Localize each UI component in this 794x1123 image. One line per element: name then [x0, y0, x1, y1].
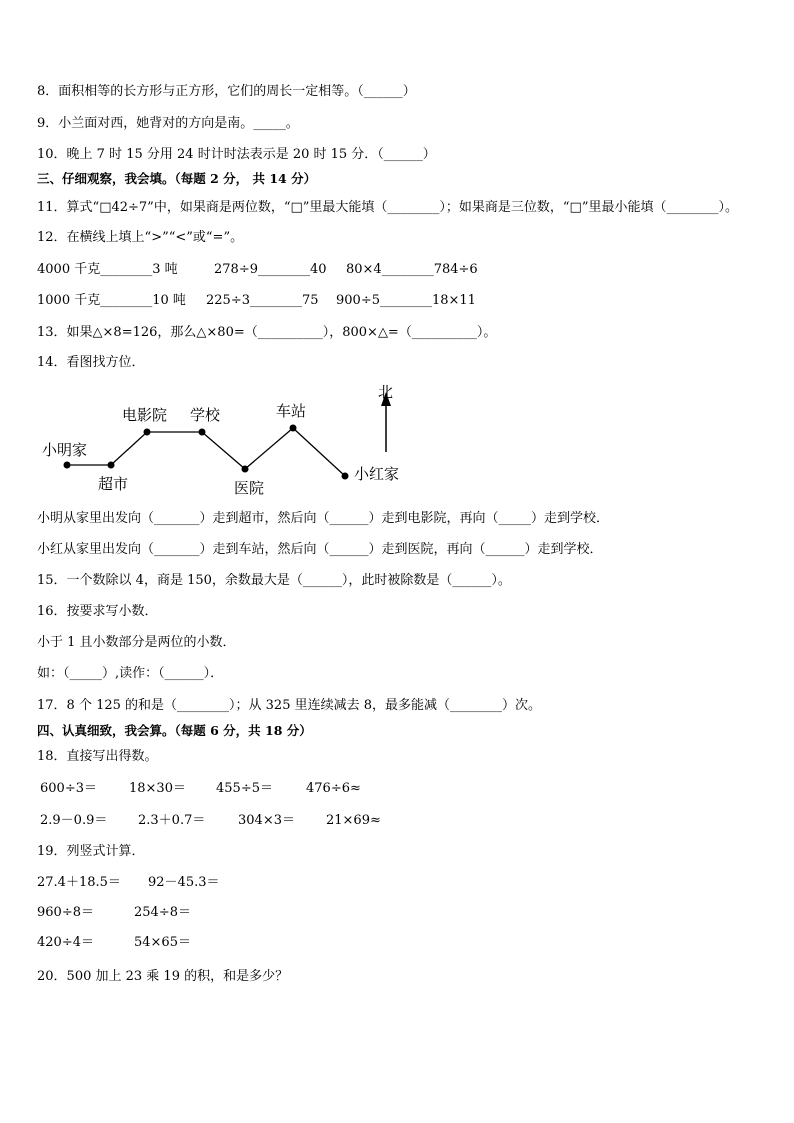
q19-calc-item: 27.4＋18.5＝	[37, 875, 121, 890]
xiaoming-home-dot	[64, 462, 71, 469]
route-line	[67, 428, 345, 476]
direction-map	[30, 380, 450, 505]
q18-calc-item: 2.3＋0.7＝	[138, 813, 206, 828]
q18-calc-item: 455÷5＝	[216, 781, 273, 796]
q12-row2-item: 225÷3________75	[206, 293, 319, 308]
question-13: 13．如果△×8=126，那么△×80=（__________），800×△=（__________）。	[37, 325, 497, 340]
q19-calc-item: 254÷8＝	[134, 905, 191, 920]
question-14: 14．看图找方位．	[37, 355, 145, 370]
question-12: 12．在横线上填上“>”“<”或“=”。	[37, 230, 244, 245]
q18-calc-item: 21×69≈	[326, 813, 381, 828]
q19-calc-item: 54×65＝	[134, 935, 191, 950]
supermarket-dot	[108, 462, 115, 469]
north-label: 北	[378, 383, 394, 401]
cinema-label: 电影院	[122, 406, 168, 424]
question-18: 18．直接写出得数。	[37, 749, 158, 764]
q19-calc-item: 960÷8＝	[37, 905, 94, 920]
q18-calc-item: 18×30＝	[129, 781, 186, 796]
q12-row1-item: 4000 千克________3 吨	[37, 262, 178, 277]
question-19: 19．列竖式计算．	[37, 844, 145, 859]
question-11: 11．算式“□42÷7”中，如果商是两位数，“□”里最大能填（________）；如果商是三位数，“□”里最小能填（________）。	[37, 200, 738, 215]
question-15: 15．一个数除以 4，商是 150，余数最大是（______），此时被除数是（______）。	[37, 573, 511, 588]
question-14-line-2: 小红从家里出发向（_______）走到车站，然后向（______）走到医院，再向（______）走到学校．	[37, 542, 603, 557]
xiaoming-home-label: 小明家	[42, 441, 88, 459]
supermarket-label: 超市	[98, 475, 129, 493]
hospital-dot	[242, 466, 249, 473]
school-label: 学校	[190, 406, 221, 424]
cinema-dot	[144, 429, 151, 436]
q12-row1-item: 80×4________784÷6	[346, 262, 478, 277]
station-dot	[290, 425, 297, 432]
question-17: 17．8 个 125 的和是（________）；从 325 里连续减去 8，最多能减（________）次。	[37, 698, 542, 713]
q12-row1-item: 278÷9________40	[214, 262, 327, 277]
q18-calc-item: 304×3＝	[238, 813, 295, 828]
q12-row2-item: 1000 千克________10 吨	[37, 293, 186, 308]
question-8: 8．面积相等的长方形与正方形，它们的周长一定相等。（______）	[37, 84, 416, 99]
xiaohong-home-label: 小红家	[354, 465, 400, 483]
section-3-heading: 三、仔细观察，我会填。（每题 2 分， 共 14 分）	[37, 171, 317, 186]
question-10: 10．晚上 7 时 15 分用 24 时计时法表示是 20 时 15 分．（______）	[37, 147, 436, 162]
section-4-heading: 四、认真细致，我会算。（每题 6 分，共 18 分）	[37, 723, 312, 738]
q18-calc-item: 600÷3＝	[40, 781, 97, 796]
xiaohong-home-dot	[342, 473, 349, 480]
question-16-line-2: 如：（_____）,读作：（______）．	[37, 666, 224, 681]
question-9: 9．小兰面对西，她背对的方向是南。_____。	[37, 116, 299, 131]
question-16: 16．按要求写小数．	[37, 604, 158, 619]
question-14-line-1: 小明从家里出发向（_______）走到超市，然后向（______）走到电影院，再向（_____）走到学校．	[37, 511, 610, 526]
q12-row2-item: 900÷5________18×11	[336, 293, 476, 308]
station-label: 车站	[276, 402, 307, 420]
question-16-line-1: 小于 1 且小数部分是两位的小数．	[37, 635, 236, 650]
q18-calc-item: 2.9－0.9＝	[40, 813, 108, 828]
hospital-label: 医院	[234, 479, 265, 497]
school-dot	[199, 429, 206, 436]
q19-calc-item: 420÷4＝	[37, 935, 94, 950]
q19-calc-item: 92－45.3＝	[148, 875, 220, 890]
question-20: 20．500 加上 23 乘 19 的积，和是多少？	[37, 969, 289, 984]
q18-calc-item: 476÷6≈	[306, 781, 361, 796]
